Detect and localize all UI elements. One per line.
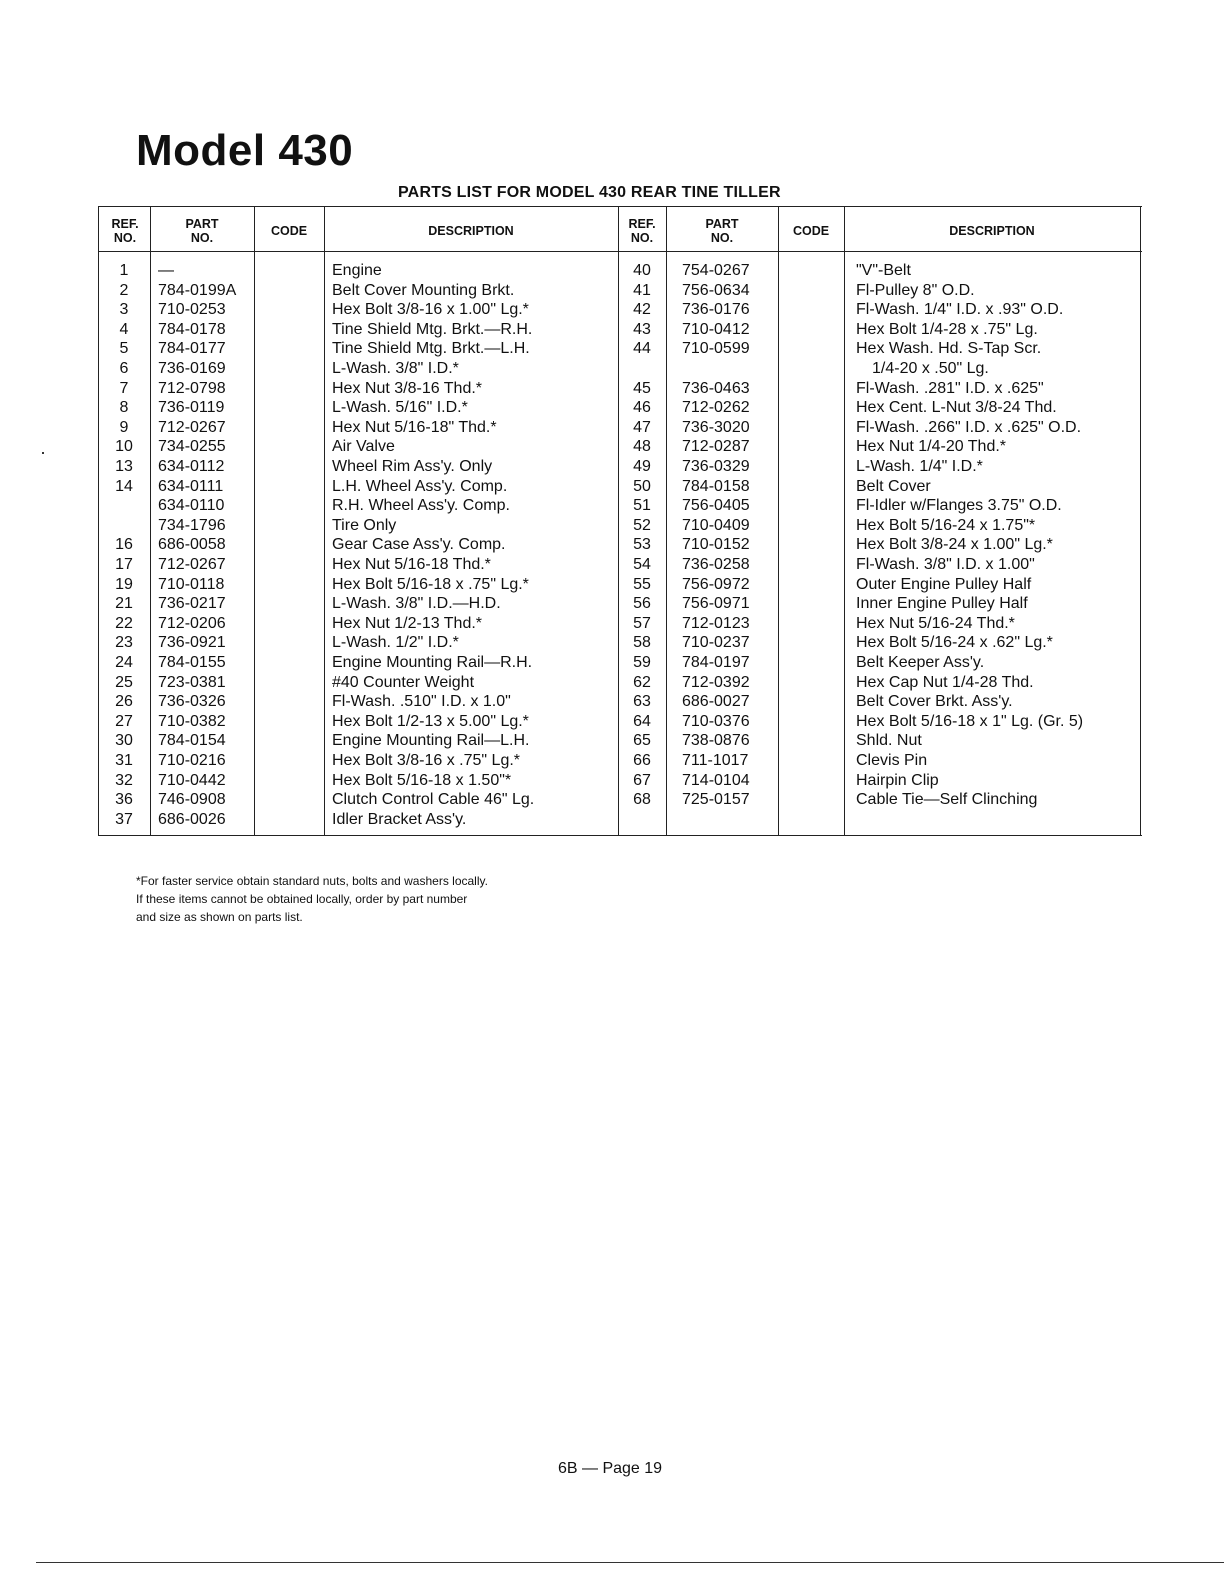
table-row bbox=[98, 575, 1142, 595]
ref-number: 47 bbox=[633, 418, 651, 436]
ref-number: 45 bbox=[633, 379, 651, 397]
bottom-rule bbox=[36, 1562, 1224, 1563]
part-description: Fl-Pulley 8" O.D. bbox=[856, 281, 975, 299]
part-number: 736-0176 bbox=[682, 301, 750, 319]
header-code-label: CODE bbox=[792, 224, 830, 238]
part-description: Engine bbox=[332, 262, 382, 279]
header-part-line2: NO. bbox=[190, 231, 214, 245]
part-description: Tire Only bbox=[332, 516, 397, 534]
ref-number: 36 bbox=[115, 791, 133, 809]
footnote-line: If these items cannot be obtained locally, order by part number bbox=[136, 892, 468, 906]
header-ref-line1: REF. bbox=[111, 217, 139, 231]
part-description: Hex Bolt 5/16-18 x .75" Lg.* bbox=[332, 575, 529, 593]
ref-number: 57 bbox=[633, 614, 651, 632]
part-number: 736-0326 bbox=[158, 693, 226, 711]
ref-number: 31 bbox=[115, 752, 133, 769]
part-number: 710-0216 bbox=[158, 752, 226, 769]
part-description: Hex Nut 3/8-16 Thd.* bbox=[332, 379, 483, 397]
ref-number: 24 bbox=[115, 654, 133, 671]
footnote-line: *For faster service obtain standard nuts, bolts and washers locally. bbox=[136, 874, 488, 888]
table-row bbox=[98, 339, 1142, 359]
footnote bbox=[136, 872, 488, 926]
ref-number: 7 bbox=[119, 379, 129, 397]
part-description: Hex Cap Nut 1/4-28 Thd. bbox=[856, 673, 1034, 691]
page-title: Model 430 bbox=[136, 126, 354, 175]
part-description: Hex Nut 1/2-13 Thd.* bbox=[332, 614, 483, 632]
ref-number: 25 bbox=[115, 673, 133, 691]
ref-number: 17 bbox=[115, 556, 133, 573]
part-number: 710-0118 bbox=[158, 575, 225, 593]
part-description: Hex Bolt 1/2-13 x 5.00" Lg.* bbox=[332, 712, 529, 730]
ref-number: 64 bbox=[633, 712, 651, 730]
part-number: 634-0111 bbox=[158, 477, 224, 495]
part-description: Engine Mounting Rail—R.H. bbox=[332, 654, 533, 671]
part-description: "V"-Belt bbox=[856, 262, 911, 279]
part-number: 712-0206 bbox=[158, 614, 226, 632]
ref-number: 40 bbox=[633, 262, 651, 279]
scan-speck bbox=[42, 452, 44, 454]
part-number: 712-0267 bbox=[158, 556, 226, 573]
ref-number: 42 bbox=[633, 301, 651, 319]
part-number: 710-0412 bbox=[682, 320, 750, 338]
header-description-label: DESCRIPTION bbox=[949, 224, 1035, 238]
part-number: 784-0155 bbox=[158, 654, 226, 671]
table-row bbox=[98, 594, 1142, 614]
part-description: Hex Bolt 3/8-24 x 1.00" Lg.* bbox=[856, 536, 1053, 554]
part-description: Cable Tie—Self Clinching bbox=[856, 791, 1038, 809]
ref-number: 2 bbox=[119, 281, 129, 299]
part-number: 784-0154 bbox=[158, 732, 226, 750]
ref-number: 51 bbox=[633, 497, 651, 515]
header-description-label: DESCRIPTION bbox=[428, 224, 514, 238]
part-description: Clevis Pin bbox=[856, 752, 928, 769]
ref-number: 58 bbox=[633, 634, 651, 652]
ref-number: 37 bbox=[115, 810, 133, 828]
part-description: Hex Bolt 5/16-24 x 1.75"* bbox=[856, 516, 1036, 534]
ref-number: 19 bbox=[115, 575, 133, 593]
part-number: 634-0110 bbox=[158, 497, 225, 515]
part-number: 710-0382 bbox=[158, 712, 226, 730]
ref-number: 44 bbox=[633, 340, 651, 358]
part-number: 710-0152 bbox=[682, 536, 750, 554]
part-description: Shld. Nut bbox=[856, 732, 922, 750]
part-description: Hex Nut 5/16-18" Thd.* bbox=[332, 418, 497, 436]
table-row bbox=[98, 477, 1142, 497]
ref-number: 68 bbox=[633, 791, 651, 809]
header-ref-no bbox=[100, 213, 150, 249]
ref-number: 1 bbox=[119, 262, 129, 279]
part-number: 756-0405 bbox=[682, 497, 750, 515]
part-description: Hex Bolt 5/16-24 x .62" Lg.* bbox=[856, 634, 1053, 652]
ref-number: 26 bbox=[115, 693, 133, 711]
table-row bbox=[98, 418, 1142, 438]
table-row bbox=[98, 653, 1142, 673]
part-number: 710-0253 bbox=[158, 301, 226, 319]
part-description: Hex Bolt 5/16-18 x 1" Lg. (Gr. 5) bbox=[856, 712, 1084, 730]
ref-number: 55 bbox=[633, 575, 651, 593]
header-part-line2: NO. bbox=[710, 231, 734, 245]
table-row bbox=[98, 751, 1142, 771]
part-number: 711-1017 bbox=[682, 752, 749, 769]
part-description: L-Wash. 3/8" I.D.* bbox=[332, 360, 459, 377]
part-number: 710-0599 bbox=[682, 340, 750, 358]
ref-number: 43 bbox=[633, 320, 651, 338]
part-description: L.H. Wheel Ass'y. Comp. bbox=[332, 477, 508, 495]
table-row bbox=[98, 457, 1142, 477]
ref-number: 49 bbox=[633, 458, 651, 475]
ref-number: 52 bbox=[633, 516, 651, 534]
ref-number: 6 bbox=[119, 360, 129, 377]
ref-number: 27 bbox=[115, 712, 133, 730]
ref-number: 5 bbox=[119, 340, 129, 358]
ref-number: 59 bbox=[633, 654, 651, 671]
part-description: Fl-Wash. .281" I.D. x .625" bbox=[856, 379, 1044, 397]
ref-number: 56 bbox=[633, 595, 651, 613]
table-row bbox=[98, 359, 1142, 379]
part-number: 734-1796 bbox=[158, 516, 226, 534]
table-row bbox=[98, 379, 1142, 399]
part-description: L-Wash. 1/2" I.D.* bbox=[332, 634, 459, 652]
table-row bbox=[98, 810, 1142, 830]
part-description: Hairpin Clip bbox=[856, 771, 939, 789]
part-number: 686-0058 bbox=[158, 536, 226, 554]
part-description: Hex Bolt 1/4-28 x .75" Lg. bbox=[856, 320, 1038, 338]
header-part-no-right bbox=[666, 213, 778, 249]
part-number: 736-0921 bbox=[158, 634, 226, 652]
table-row bbox=[98, 771, 1142, 791]
part-description: Fl-Wash. .266" I.D. x .625" O.D. bbox=[856, 418, 1082, 436]
part-description: Belt Cover bbox=[856, 477, 931, 495]
ref-number: 21 bbox=[115, 595, 133, 613]
part-description: Gear Case Ass'y. Comp. bbox=[332, 536, 506, 554]
part-description: Wheel Rim Ass'y. Only bbox=[332, 458, 493, 475]
table-row bbox=[98, 731, 1142, 751]
header-code-right bbox=[778, 213, 844, 249]
part-number: 738-0876 bbox=[682, 732, 750, 750]
part-number: 712-0287 bbox=[682, 438, 750, 456]
table-row bbox=[98, 790, 1142, 810]
part-description: Hex Wash. Hd. S-Tap Scr. bbox=[856, 340, 1042, 358]
part-number: 712-0123 bbox=[682, 614, 750, 632]
ref-number: 66 bbox=[633, 752, 651, 769]
table-row bbox=[98, 673, 1142, 693]
part-description: L-Wash. 3/8" I.D.—H.D. bbox=[332, 595, 501, 613]
part-description: Belt Keeper Ass'y. bbox=[856, 654, 985, 671]
table-row bbox=[98, 535, 1142, 555]
ref-number: 22 bbox=[115, 614, 133, 632]
part-description: Fl-Wash. 1/4" I.D. x .93" O.D. bbox=[856, 301, 1064, 319]
header-rule bbox=[98, 251, 1142, 252]
header-ref-line2: NO. bbox=[113, 231, 137, 245]
parts-list-heading: PARTS LIST FOR MODEL 430 REAR TINE TILLER bbox=[398, 184, 781, 201]
table-row bbox=[98, 281, 1142, 301]
part-description: Air Valve bbox=[332, 438, 395, 456]
ref-number: 10 bbox=[115, 438, 133, 456]
part-number: 784-0178 bbox=[158, 320, 226, 338]
ref-number: 54 bbox=[633, 556, 651, 573]
part-number: 736-0463 bbox=[682, 379, 750, 397]
parts-table bbox=[98, 206, 1142, 836]
part-description: Hex Nut 1/4-20 Thd.* bbox=[856, 438, 1007, 456]
part-number: 754-0267 bbox=[682, 262, 750, 279]
part-number: 634-0112 bbox=[158, 458, 225, 475]
ref-number: 30 bbox=[115, 732, 133, 750]
part-description: L-Wash. 1/4" I.D.* bbox=[856, 458, 983, 475]
header-ref-no-right bbox=[618, 213, 666, 249]
part-description: Engine Mounting Rail—L.H. bbox=[332, 732, 530, 750]
part-number: 736-0169 bbox=[158, 360, 226, 377]
ref-number: 32 bbox=[115, 771, 133, 789]
header-code-label: CODE bbox=[270, 224, 308, 238]
part-description: Hex Nut 5/16-24 Thd.* bbox=[856, 614, 1015, 632]
table-row bbox=[98, 437, 1142, 457]
part-number: 784-0199A bbox=[158, 281, 237, 299]
part-description: Tine Shield Mtg. Brkt.—R.H. bbox=[332, 320, 533, 338]
table-row bbox=[98, 496, 1142, 516]
ref-number: 63 bbox=[633, 693, 651, 711]
part-description: Fl-Idler w/Flanges 3.75" O.D. bbox=[856, 497, 1062, 515]
ref-number: 16 bbox=[115, 536, 133, 554]
table-row bbox=[98, 398, 1142, 418]
ref-number: 41 bbox=[633, 281, 651, 299]
part-number: 736-0329 bbox=[682, 458, 750, 475]
part-number: 736-0217 bbox=[158, 595, 226, 613]
table-row bbox=[98, 261, 1142, 281]
header-part-line1: PART bbox=[185, 217, 219, 231]
header-description bbox=[324, 213, 618, 249]
table-row bbox=[98, 614, 1142, 634]
ref-number: 53 bbox=[633, 536, 651, 554]
part-number: 712-0262 bbox=[682, 399, 750, 417]
ref-number: 67 bbox=[633, 771, 651, 789]
header-ref-line2: NO. bbox=[630, 231, 654, 245]
part-number: 736-0258 bbox=[682, 556, 750, 573]
ref-number: 48 bbox=[633, 438, 651, 456]
part-description: Belt Cover Mounting Brkt. bbox=[332, 281, 515, 299]
part-number: 723-0381 bbox=[158, 673, 226, 691]
part-number: 712-0392 bbox=[682, 673, 750, 691]
ref-number: 9 bbox=[119, 418, 129, 436]
part-description: Fl-Wash. 3/8" I.D. x 1.00" bbox=[856, 556, 1035, 573]
ref-number: 14 bbox=[115, 477, 133, 495]
table-row bbox=[98, 516, 1142, 536]
ref-number: 8 bbox=[119, 399, 129, 417]
part-number: 756-0972 bbox=[682, 575, 750, 593]
part-description: Clutch Control Cable 46" Lg. bbox=[332, 791, 535, 809]
table-row bbox=[98, 300, 1142, 320]
part-description: Inner Engine Pulley Half bbox=[856, 595, 1028, 613]
part-number: — bbox=[158, 262, 174, 279]
table-row bbox=[98, 633, 1142, 653]
ref-number: 46 bbox=[633, 399, 651, 417]
part-number: 734-0255 bbox=[158, 438, 226, 456]
table-row bbox=[98, 555, 1142, 575]
footnote-line: and size as shown on parts list. bbox=[136, 910, 303, 924]
part-number: 686-0027 bbox=[682, 693, 750, 711]
header-part-no bbox=[150, 213, 254, 249]
header-description-right bbox=[844, 213, 1140, 249]
part-description: Hex Cent. L-Nut 3/8-24 Thd. bbox=[856, 399, 1057, 417]
part-description: L-Wash. 5/16" I.D.* bbox=[332, 399, 468, 417]
part-number: 710-0442 bbox=[158, 771, 226, 789]
part-number: 784-0197 bbox=[682, 654, 750, 671]
part-description: Hex Bolt 5/16-18 x 1.50"* bbox=[332, 771, 512, 789]
part-description: Idler Bracket Ass'y. bbox=[332, 810, 467, 828]
ref-number: 23 bbox=[115, 634, 133, 652]
part-number: 712-0267 bbox=[158, 418, 226, 436]
part-number: 725-0157 bbox=[682, 791, 750, 809]
header-part-line1: PART bbox=[705, 217, 739, 231]
part-number: 710-0237 bbox=[682, 634, 750, 652]
part-description: 1/4-20 x .50" Lg. bbox=[872, 360, 989, 377]
page-number: 6B — Page 19 bbox=[558, 1460, 663, 1477]
ref-number: 3 bbox=[119, 301, 129, 319]
part-description: Hex Nut 5/16-18 Thd.* bbox=[332, 556, 491, 573]
header-ref-line1: REF. bbox=[628, 217, 656, 231]
part-number: 736-3020 bbox=[682, 418, 750, 436]
part-number: 710-0376 bbox=[682, 712, 750, 730]
part-description: #40 Counter Weight bbox=[332, 673, 475, 691]
part-number: 784-0158 bbox=[682, 477, 750, 495]
part-number: 746-0908 bbox=[158, 791, 226, 809]
part-number: 756-0634 bbox=[682, 281, 750, 299]
table-row bbox=[98, 320, 1142, 340]
part-description: R.H. Wheel Ass'y. Comp. bbox=[332, 497, 510, 515]
part-description: Tine Shield Mtg. Brkt.—L.H. bbox=[332, 340, 530, 358]
part-number: 784-0177 bbox=[158, 340, 226, 358]
ref-number: 13 bbox=[115, 458, 133, 475]
ref-number: 4 bbox=[119, 320, 129, 338]
part-description: Hex Bolt 3/8-16 x .75" Lg.* bbox=[332, 752, 521, 769]
part-description: Outer Engine Pulley Half bbox=[856, 575, 1032, 593]
header-code bbox=[254, 213, 324, 249]
part-description: Fl-Wash. .510" I.D. x 1.0" bbox=[332, 693, 511, 711]
table-row bbox=[98, 712, 1142, 732]
ref-number: 62 bbox=[633, 673, 651, 691]
part-description: Belt Cover Brkt. Ass'y. bbox=[856, 693, 1013, 711]
part-number: 686-0026 bbox=[158, 810, 226, 828]
table-row bbox=[98, 692, 1142, 712]
part-number: 756-0971 bbox=[682, 595, 750, 613]
part-description: Hex Bolt 3/8-16 x 1.00" Lg.* bbox=[332, 301, 529, 319]
ref-number: 65 bbox=[633, 732, 651, 750]
part-number: 736-0119 bbox=[158, 399, 225, 417]
ref-number: 50 bbox=[633, 477, 651, 495]
part-number: 714-0104 bbox=[682, 771, 750, 789]
part-number: 710-0409 bbox=[682, 516, 750, 534]
part-number: 712-0798 bbox=[158, 379, 226, 397]
